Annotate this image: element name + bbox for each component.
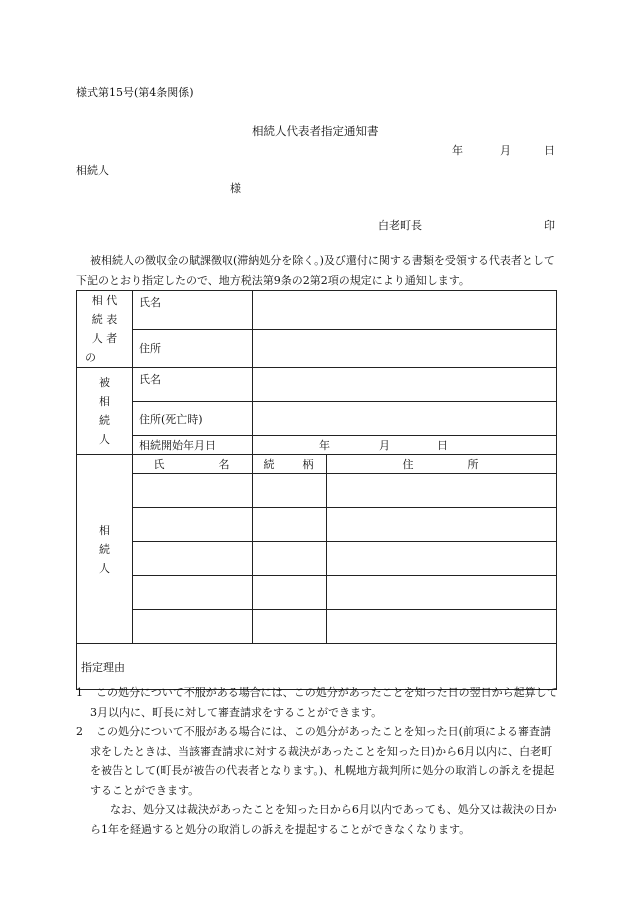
heirs-group-label: 相 続 人 [77, 455, 133, 644]
date-year: 年 [452, 144, 463, 157]
heir-row [77, 474, 557, 508]
heir-relation-field[interactable] [253, 508, 327, 542]
recipient-label: 相続人 [76, 164, 109, 177]
start-date-year: 年 [319, 439, 330, 452]
heir-address-field[interactable] [327, 610, 557, 644]
seal-mark: 印 [544, 219, 555, 232]
date-month: 月 [500, 144, 511, 157]
heir-address-field[interactable] [327, 542, 557, 576]
start-date-label: 相続開始年月日 [133, 436, 253, 455]
heir-row [77, 610, 557, 644]
note-number: 2 [76, 725, 83, 738]
deceased-address-label: 住所(死亡時) [133, 402, 253, 436]
heirs-header-relation: 続 柄 [253, 455, 327, 474]
rep-name-field[interactable] [253, 291, 557, 330]
deceased-name-field[interactable] [253, 368, 557, 402]
heirs-header-address: 住 所 [327, 455, 557, 474]
honorific: 様 [230, 182, 241, 195]
deceased-group-label: 被 相 続 人 [77, 368, 133, 455]
heir-row [77, 576, 557, 610]
heir-row [77, 508, 557, 542]
note-text: この処分について不服がある場合には、この処分があったことを知った日(前項による審査請求をしたときは、当該審査請求に対する裁決があったことを知った日)から6月以内に、白老町を被告として(町長が被告の代表者となります。)、札幌地方裁判所に処分の取消しの訴えを提起することができます。 [90, 725, 555, 797]
date-day: 日 [544, 144, 555, 157]
note-supplement: なお、処分又は裁決があったことを知った日から6月以内であっても、処分又は裁決の日から1年を経過すると処分の取消しの訴えを提起することができなくなります。 [90, 803, 557, 836]
start-date-day: 日 [437, 439, 448, 452]
designation-table [76, 290, 557, 690]
note-2 [76, 722, 560, 800]
heir-name-field[interactable] [133, 576, 253, 610]
heir-relation-field[interactable] [253, 610, 327, 644]
heir-name-field[interactable] [133, 610, 253, 644]
start-date-field[interactable] [253, 436, 557, 455]
heir-name-field[interactable] [133, 474, 253, 508]
note-number: 1 [76, 686, 83, 699]
heir-name-field[interactable] [133, 542, 253, 576]
heir-name-field[interactable] [133, 508, 253, 542]
rep-address-label: 住所 [133, 329, 253, 368]
body-text: 被相続人の徴収金の賦課徴収(滞納処分を除く。)及び還付に関する書類を受領する代表者として下記のとおり指定したので、地方税法第9条の2第2項の規定により通知します。 [76, 254, 555, 287]
note-1 [76, 683, 560, 722]
rep-name-label: 氏名 [133, 291, 253, 330]
issuer: 白老町長 [378, 219, 422, 232]
heir-relation-field[interactable] [253, 576, 327, 610]
heir-address-field[interactable] [327, 474, 557, 508]
note-text: この処分について不服がある場合には、この処分があったことを知った日の翌日から起算して3月以内に、町長に対して審査請求をすることができます。 [90, 686, 558, 719]
notes [76, 683, 560, 839]
deceased-name-label: 氏名 [133, 368, 253, 402]
rep-group-label: 相 代 続 表 人 者 の [77, 291, 133, 368]
heir-address-field[interactable] [327, 508, 557, 542]
form-number: 様式第15号(第4条関係) [76, 86, 194, 99]
start-date-month: 月 [379, 439, 390, 452]
heirs-header-name: 氏 名 [133, 455, 253, 474]
heir-row [77, 542, 557, 576]
reason-label: 指定理由 [81, 660, 125, 674]
heir-relation-field[interactable] [253, 474, 327, 508]
deceased-address-field[interactable] [253, 402, 557, 436]
heir-address-field[interactable] [327, 576, 557, 610]
rep-address-field[interactable] [253, 329, 557, 368]
document-title: 相続人代表者指定通知書 [252, 124, 379, 138]
heir-relation-field[interactable] [253, 542, 327, 576]
